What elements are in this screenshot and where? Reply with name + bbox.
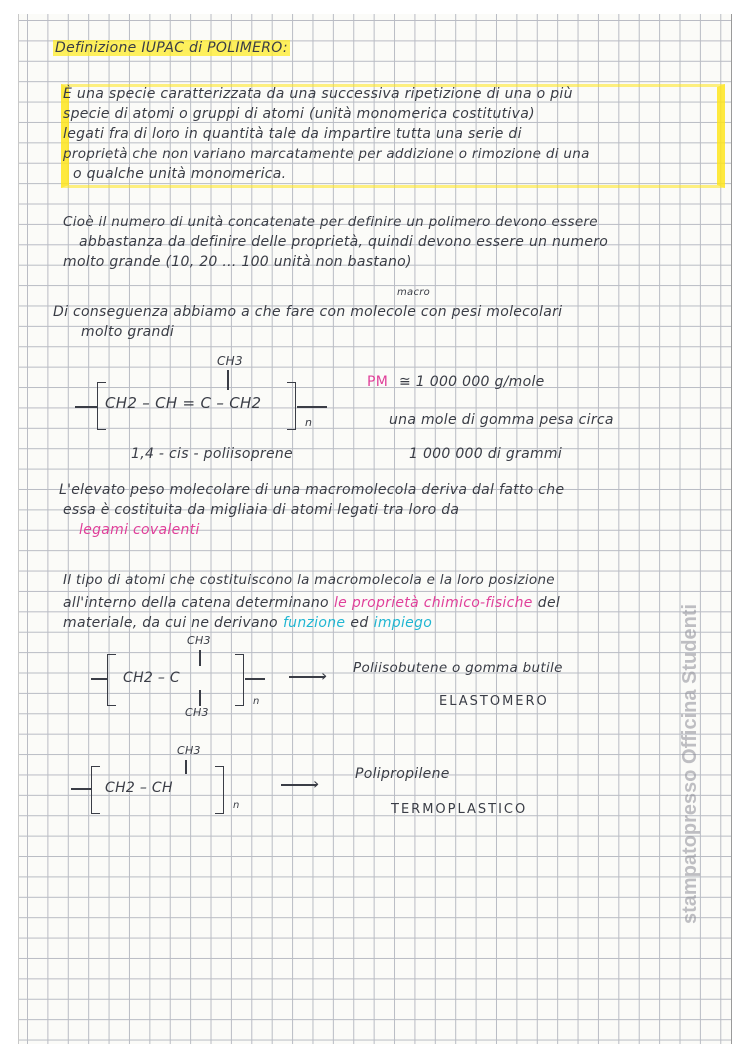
bond-line [185,760,187,774]
arrow-shaft [281,784,317,786]
right-bracket [287,382,296,430]
definition-line: specie di atomi o gruppi di atomi (unità monomerica costitutiva) [63,106,535,122]
definition-line: o qualche unità monomerica. [73,166,287,182]
bond-line [199,650,201,666]
substituent-label: CH3 [185,706,209,719]
paragraph-line: molto grandi [81,324,175,340]
chain-label: CH2 – CH [105,780,173,796]
bond-line [297,406,327,408]
substituent-label: CH3 [187,634,211,647]
subscript-n: n [305,416,313,429]
paragraph-line: Di conseguenza abbiamo a che fare con molecole con pesi molecolari [53,304,563,320]
paragraph-line [63,592,560,611]
arrow-shaft [289,676,325,678]
right-bracket [235,654,244,706]
paragraph-line: Il tipo di atomi che costituiscono la macromolecola e la loro posizione [63,572,555,588]
pm-value: ≅ 1 000 000 g/mole [399,374,545,390]
annotation-macro: macro [397,287,431,298]
arrow-right-icon: › [313,774,320,793]
text-segment: all'interno della catena determinano [63,595,329,611]
bond-line [71,788,91,790]
paragraph-line: molto grande (10, 20 ... 100 unità non bastano) [63,254,412,270]
watermark: stampatopresso Officina Studenti [679,603,701,924]
left-bracket [107,654,116,706]
subscript-n: n [253,696,260,707]
polymer-class: TERMOPLASTICO [391,802,528,817]
subscript-n: n [233,800,240,811]
pm-line: una mole di gomma pesa circa [389,412,614,428]
polymer-name: Polipropilene [355,766,450,782]
polymer-class: ELASTOMERO [439,694,549,709]
text-segment: ed [350,615,369,631]
substituent-label: CH3 [177,744,201,757]
pm-label: PM [367,374,389,390]
polymer-name: 1,4 - cis - poliisoprene [131,446,293,462]
left-bracket [91,766,100,814]
pm-line: 1 000 000 di grammi [409,446,563,462]
paragraph-line: Cioè il numero di unità concatenate per definire un polimero devono essere [63,214,598,230]
substituent-label: CH3 [217,354,243,368]
paragraph-line: essa è costituita da migliaia di atomi legati tra loro da [63,502,460,518]
page-title: Definizione IUPAC di POLIMERO: [55,40,288,56]
bond-line [91,678,107,680]
text-segment: del [537,595,561,611]
paragraph-line: abbastanza da definire delle proprietà, quindi devono essere un numero [79,234,609,250]
bond-line [227,370,229,390]
notebook-page [18,14,732,1044]
text-segment: materiale, da cui ne derivano [63,615,278,631]
right-bracket [215,766,224,814]
bond-line [245,678,265,680]
chain-label: CH2 – CH = C – CH2 [105,394,262,412]
paragraph-line [63,612,432,631]
bond-line [199,690,201,706]
bond-line [75,406,97,408]
highlight-impiego: impiego [373,615,433,631]
polymer-name: Poliisobutene o gomma butile [353,660,563,676]
arrow-right-icon: › [321,666,328,685]
definition-line: legati fra di loro in quantità tale da impartire tutta una serie di [63,126,522,142]
paragraph-line: L'elevato peso molecolare di una macromolecola deriva dal fatto che [59,482,565,498]
chain-label: CH2 – C [123,670,180,686]
highlight-funzione: funzione [282,615,346,631]
highlight-covalent: legami covalenti [79,522,200,538]
highlight-properties: le proprietà chimico-fisiche [333,595,533,611]
definition-line: proprietà che non variano marcatamente per addizione o rimozione di una [63,146,590,162]
definition-line: È una specie caratterizzata da una successiva ripetizione di una o più [63,86,573,102]
